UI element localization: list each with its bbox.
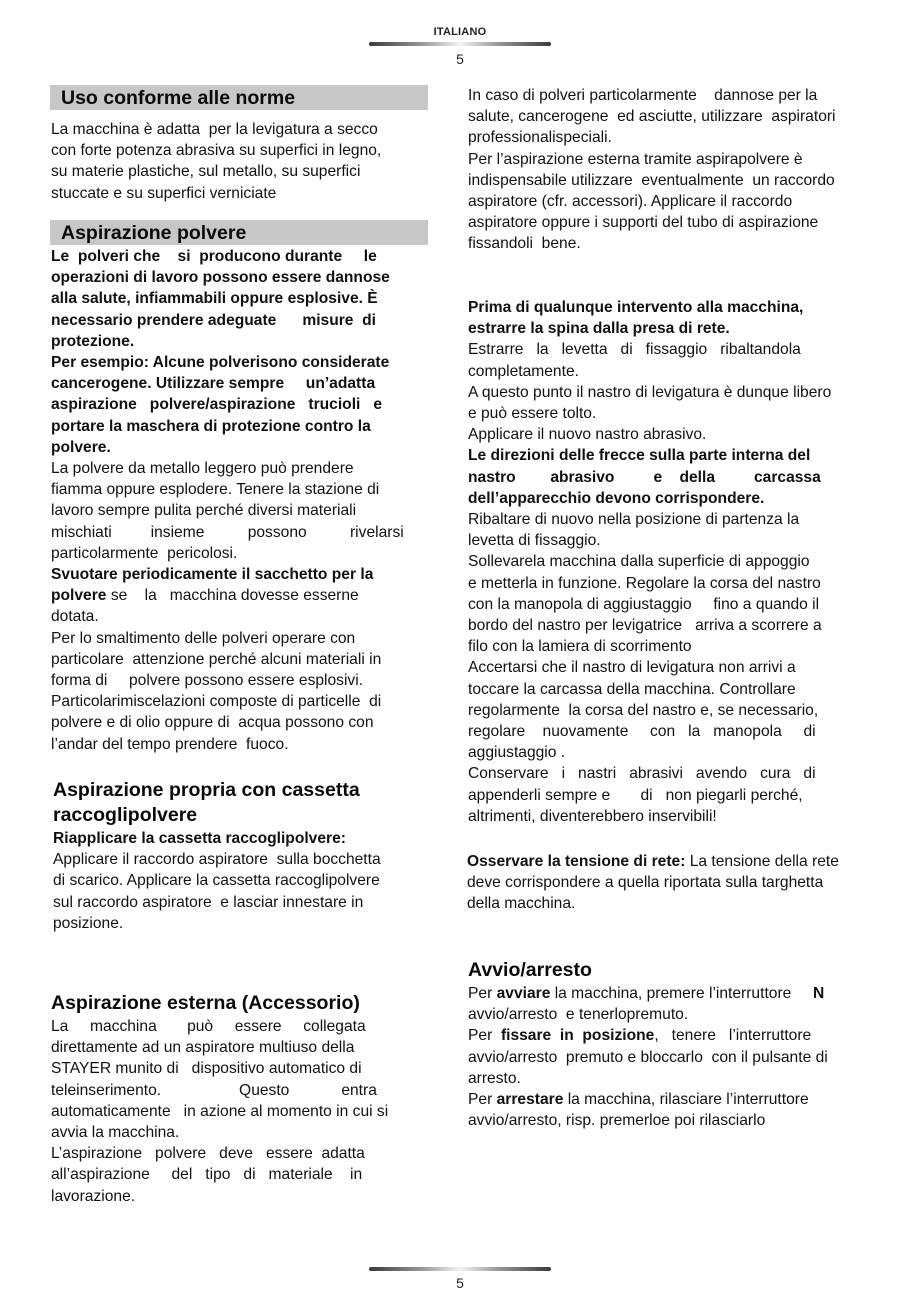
text-line: forma di polvere possono essere esplosivi. (51, 672, 364, 690)
section-external-extraction (51, 991, 433, 1207)
text-line: Accertarsi che il nastro di levigatura non arrivi a (468, 659, 796, 677)
text-line: levetta di fissaggio. (468, 532, 601, 550)
text-line: professionalispeciali. (468, 129, 612, 147)
section-title-external-extraction: Aspirazione esterna (Accessorio) (51, 992, 360, 1014)
text-line: di scarico. Applicare la cassetta raccoglipolvere (53, 872, 380, 890)
text-line: Le polveri che si producono durante le (51, 248, 377, 265)
text-line: con la manopola di aggiustaggio fino a quando il (468, 595, 820, 613)
text-span: , tenere l’interruttore (654, 1027, 812, 1045)
arrow-direction-note: dell’apparecchio devono corrispondere. (468, 489, 765, 507)
text-line: posizione. (53, 914, 124, 932)
reattach-dust-box-subtitle: Riapplicare la cassetta raccoglipolvere: (53, 830, 346, 847)
text-line: alla salute, infiammabili oppure esplosive. È (51, 290, 378, 308)
text-line: avvio/arresto, risp. premerloe poi rilasciarlo (468, 1112, 766, 1130)
dust-warning-bold (51, 246, 433, 458)
footer-divider (369, 1267, 551, 1271)
text-line: particolare attenzione perché alcuni materiali in (51, 650, 382, 668)
text-line: regolarmente la corsa del nastro e, se necessario, (468, 701, 819, 719)
text-line: appenderli sempre e di non piegarli perché, (468, 786, 803, 804)
section-mains-voltage (467, 851, 897, 915)
bold-span: avviare (496, 985, 551, 1002)
text-line: mischiati insieme possono rivelarsi (51, 523, 404, 541)
section-title-dust-extraction: Aspirazione polvere (50, 220, 428, 245)
text-line: A questo punto il nastro di levigatura è dunque libero (468, 383, 832, 401)
text-line: stuccate e su superfici verniciate (51, 184, 277, 202)
text-line: cancerogene. Utilizzare sempre un’adatta (51, 375, 376, 393)
text-line (467, 851, 897, 872)
text-line: indispensabile utilizzare eventualmente un raccordo (468, 171, 835, 189)
text-line: Conservare i nastri abrasivi avendo cura di (468, 765, 816, 783)
section-title-own-extraction-1: Aspirazione propria con cassetta (53, 779, 360, 801)
metal-dust-text (51, 458, 433, 564)
empty-dust-bag-text (51, 564, 433, 628)
text-line (468, 1089, 888, 1110)
unplug-warning: Prima di qualunque intervento alla macchina, (468, 299, 804, 316)
section-title-own-extraction-2: raccoglipolvere (53, 804, 198, 826)
text-line: polvere. (51, 438, 111, 456)
text-line: su materie plastiche, sul metallo, su superfici (51, 163, 361, 181)
text-line: teleinserimento. Questo entra (51, 1081, 377, 1099)
section-start-stop (468, 958, 888, 1131)
text-line: avvio/arresto premuto e bloccarlo con il pulsante di (468, 1048, 828, 1066)
text-line: lavoro sempre pulita perché diversi materiali (51, 502, 357, 520)
text-span: Per (468, 1091, 497, 1109)
text-span: Per (468, 1027, 501, 1045)
text-span: la macchina, rilasciare l’interruttore (563, 1091, 809, 1109)
text-line: La macchina può essere collegata (51, 1018, 366, 1035)
text-line: regolare nuovamente con la manopola di (468, 723, 816, 741)
text-line: Svuotare periodicamente il sacchetto per la (51, 566, 374, 584)
text-line: fissandoli bene. (468, 235, 581, 253)
text-line: La macchina è adatta per la levigatura a secco (51, 121, 378, 138)
text-line: portare la maschera di protezione contro la (51, 417, 371, 435)
text-line: operazioni di lavoro possono essere dannose (51, 269, 390, 287)
text-line: dotata. (51, 608, 99, 626)
text-line: della macchina. (467, 895, 576, 913)
text-line: arresto. (468, 1069, 521, 1087)
arrow-direction-note: nastro abrasivo e della carcassa (468, 468, 821, 486)
arrow-direction-note: Le direzioni delle frecce sulla parte interna del (468, 447, 811, 465)
bold-span: polvere (51, 587, 107, 605)
text-line: avvio/arresto e tenerlopremuto. (468, 1006, 689, 1024)
text-line: con forte potenza abrasiva su superfici in legno, (51, 142, 382, 160)
section-title-intended-use: Uso conforme alle norme (50, 85, 428, 110)
section-dust-extraction (51, 220, 433, 755)
text-line: Particolarimiscelazioni composte di particelle di (51, 693, 382, 711)
text-line: particolarmente pericolosi. (51, 544, 238, 562)
text-line: automaticamente in azione al momento in cui si (51, 1102, 389, 1120)
unplug-warning: estrarre la spina dalla presa di rete. (468, 320, 730, 338)
text-span: la macchina, premere l’interruttore (550, 985, 813, 1002)
section-belt-change (468, 297, 888, 827)
text-line: e può essere tolto. (468, 405, 597, 423)
text-line: altrimenti, diventerebbero inservibili! (468, 807, 717, 825)
section-special-extractors (468, 85, 888, 255)
text-line (468, 983, 888, 1004)
text-line: deve corrispondere a quella riportata sulla targhetta (467, 874, 824, 892)
header-divider (369, 42, 551, 46)
text-line: aspirazione polvere/aspirazione trucioli e (51, 396, 383, 414)
text-span: Per (468, 985, 497, 1002)
text-line: l’andar del tempo prendere fuoco. (51, 735, 289, 753)
text-line: avvia la macchina. (51, 1124, 180, 1142)
text-line: Per esempio: Alcune polverisono considerate (51, 354, 390, 372)
section-intended-use (51, 85, 433, 204)
text-line: L’aspirazione polvere deve essere adatta (51, 1145, 365, 1163)
language-header: ITALIANO (433, 26, 487, 38)
page-number-bottom: 5 (456, 1275, 464, 1291)
text-line: Applicare il nuovo nastro abrasivo. (468, 426, 707, 444)
text-line: salute, cancerogene ed asciutte, utilizzare aspiratori (468, 108, 836, 126)
text-line: polvere e di olio oppure di acqua possono con (51, 714, 374, 732)
intended-use-text (51, 119, 433, 204)
text-line: sul raccordo aspiratore e lasciar innestare in (53, 893, 364, 911)
text-line: direttamente ad un aspiratore multiuso della (51, 1039, 355, 1057)
text-line: Per l’aspirazione esterna tramite aspirapolvere è (468, 150, 803, 168)
text-line: STAYER munito di dispositivo automatico di (51, 1060, 362, 1078)
text-line: all’aspirazione del tipo di materiale in (51, 1166, 363, 1184)
text-line: aspiratore (cfr. accessori). Applicare il raccordo (468, 193, 793, 211)
text-line: Sollevarela macchina dalla superficie di appoggio (468, 553, 810, 571)
page-number-top: 5 (456, 51, 464, 67)
disposal-text (51, 628, 433, 755)
text-line: e metterla in funzione. Regolare la corsa del nastro (468, 574, 821, 592)
bold-span: fissare in posizione (500, 1027, 655, 1045)
text-line (51, 585, 433, 606)
text-line: Per lo smaltimento delle polveri operare con (51, 629, 356, 647)
text-line: filo con la lamiera di scorrimento (468, 638, 692, 656)
text-line: Applicare il raccordo aspiratore sulla bocchetta (53, 851, 381, 869)
text-line: bordo del nastro per levigatrice arriva a scorrere a (468, 617, 822, 635)
bold-span: arrestare (496, 1091, 564, 1109)
text-line (468, 1025, 888, 1046)
text-span: La tensione della rete (685, 853, 839, 870)
text-line: In caso di polveri particolarmente dannose per la (468, 87, 818, 104)
text-line: toccare la carcassa della macchina. Controllare (468, 680, 796, 698)
voltage-label: Osservare la tensione di rete: (467, 853, 686, 870)
section-own-extraction (53, 778, 435, 934)
text-line: Ribaltare di nuovo nella posizione di partenza la (468, 511, 800, 529)
text-line: completamente. (468, 362, 579, 380)
section-title-start-stop: Avvio/arresto (468, 959, 592, 981)
text-line: necessario prendere adeguate misure di (51, 311, 376, 329)
text-line: protezione. (51, 332, 135, 350)
text-line: lavorazione. (51, 1187, 136, 1205)
switch-label-n: N (812, 985, 825, 1002)
text-line: aspiratore oppure i supporti del tubo di aspirazione (468, 214, 819, 232)
text-line: aggiustaggio . (468, 744, 566, 762)
text-line: fiamma oppure esplodere. Tenere la stazione di (51, 481, 380, 499)
text-span: se la macchina dovesse esserne (106, 587, 359, 605)
text-line: Estrarre la levetta di fissaggio ribaltandola (468, 341, 801, 359)
text-line: La polvere da metallo leggero può prendere (51, 460, 354, 478)
